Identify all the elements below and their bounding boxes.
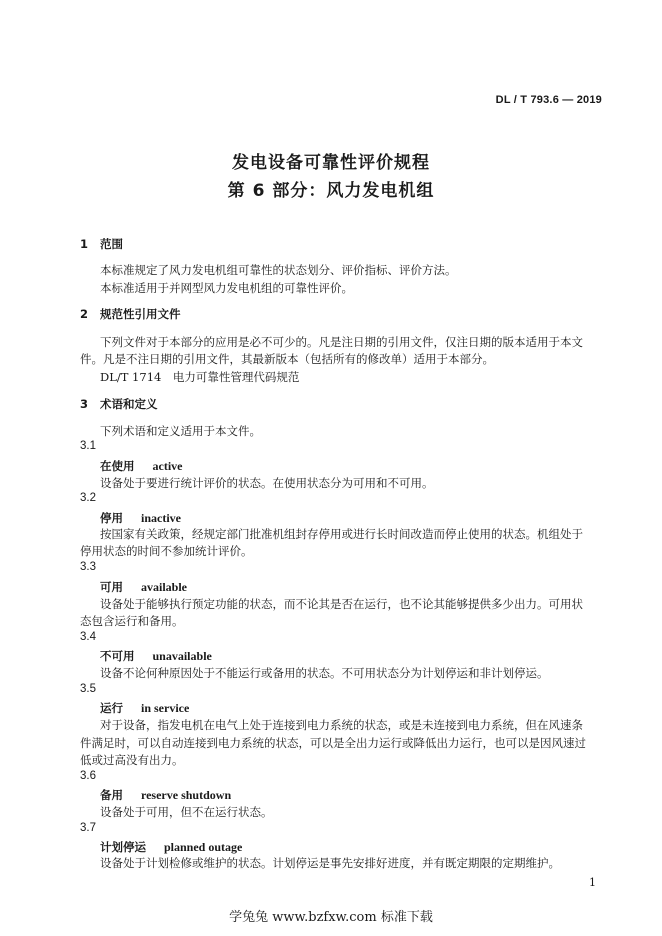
term-zh: 备用 bbox=[100, 788, 123, 802]
term-definition: 设备处于要进行统计评价的状态。在使用状态分为可用和不可用。 bbox=[100, 476, 434, 490]
term-zh: 停用 bbox=[100, 511, 123, 525]
term-title bbox=[100, 787, 231, 803]
term-title bbox=[100, 648, 212, 664]
term-definition: 停用状态的时间不参加统计评价。 bbox=[80, 544, 253, 558]
term-definition: 件满足时，可以自动连接到电力系统的状态，可以是全出力运行或降低出力运行，也可以是因风速过 bbox=[80, 736, 586, 750]
term-en: reserve shutdown bbox=[141, 788, 232, 802]
term-en: inactive bbox=[141, 511, 181, 525]
term-zh: 在使用 bbox=[100, 459, 135, 473]
term-definition: 态包含运行和备用。 bbox=[80, 614, 184, 628]
term-definition: 设备不论何种原因处于不能运行或备用的状态。不可用状态分为计划停运和非计划停运。 bbox=[100, 666, 549, 680]
term-zh: 可用 bbox=[100, 580, 123, 594]
section-title: 规范性引用文件 bbox=[100, 307, 181, 321]
term-number: 3.4 bbox=[80, 631, 96, 643]
term-number: 3.6 bbox=[80, 770, 96, 782]
section-number: 3 bbox=[80, 397, 89, 411]
term-number: 3.1 bbox=[80, 440, 96, 452]
page-number: 1 bbox=[589, 876, 596, 889]
section-2-heading bbox=[80, 306, 181, 322]
term-zh: 计划停运 bbox=[100, 840, 146, 854]
term-title bbox=[100, 458, 182, 474]
term-en: unavailable bbox=[152, 649, 212, 663]
section-number: 2 bbox=[80, 307, 89, 321]
term-title bbox=[100, 839, 242, 855]
term-en: available bbox=[141, 580, 188, 594]
paragraph: 本标准规定了风力发电机组可靠性的状态划分、评价指标、评价方法。 bbox=[100, 263, 457, 277]
term-definition: 低或过高没有出力。 bbox=[80, 753, 184, 767]
doc-title-line2: 第 6 部分：风力发电机组 bbox=[227, 181, 435, 201]
term-title bbox=[100, 700, 189, 716]
paragraph: 下列文件对于本部分的应用是必不可少的。凡是注日期的引用文件，仅注日期的版本适用于本文 bbox=[100, 335, 583, 349]
term-definition: 设备处于计划检修或维护的状态。计划停运是事先安排好进度，并有既定期限的定期维护。 bbox=[100, 856, 560, 870]
section-title: 术语和定义 bbox=[100, 397, 158, 411]
term-title bbox=[100, 510, 181, 526]
section-1-heading bbox=[80, 236, 123, 252]
term-number: 3.7 bbox=[80, 822, 96, 834]
term-definition: 设备处于能够执行预定功能的状态，而不论其是否在运行，也不论其能够提供多少出力。可用状 bbox=[100, 597, 583, 611]
footer-watermark: 学兔兔 www.bzfxw.com 标准下载 bbox=[229, 910, 433, 925]
term-title bbox=[100, 579, 187, 595]
section-number: 1 bbox=[80, 237, 89, 251]
doc-title-line1: 发电设备可靠性评价规程 bbox=[232, 153, 430, 173]
term-number: 3.2 bbox=[80, 492, 96, 504]
term-en: active bbox=[152, 459, 183, 473]
term-en: in service bbox=[141, 701, 190, 715]
standard-number: DL / T 793.6 — 2019 bbox=[495, 94, 602, 106]
paragraph: 下列术语和定义适用于本文件。 bbox=[100, 424, 261, 438]
section-3-heading bbox=[80, 396, 158, 412]
term-en: planned outage bbox=[164, 840, 243, 854]
term-definition: 对于设备，指发电机在电气上处于连接到电力系统的状态，或是未连接到电力系统，但在风速条 bbox=[100, 718, 583, 732]
term-definition: 设备处于可用，但不在运行状态。 bbox=[100, 805, 273, 819]
term-zh: 运行 bbox=[100, 701, 123, 715]
term-number: 3.3 bbox=[80, 561, 96, 573]
paragraph: 件。凡是不注日期的引用文件，其最新版本（包括所有的修改单）适用于本部分。 bbox=[80, 352, 494, 366]
section-title: 范围 bbox=[100, 237, 123, 251]
term-definition: 按国家有关政策，经规定部门批准机组封存停用或进行长时间改造而停止使用的状态。机组处于 bbox=[100, 527, 583, 541]
normative-reference: DL/T 1714 电力可靠性管理代码规范 bbox=[100, 370, 300, 384]
term-number: 3.5 bbox=[80, 683, 96, 695]
term-zh: 不可用 bbox=[100, 649, 135, 663]
paragraph: 本标准适用于并网型风力发电机组的可靠性评价。 bbox=[100, 281, 353, 295]
